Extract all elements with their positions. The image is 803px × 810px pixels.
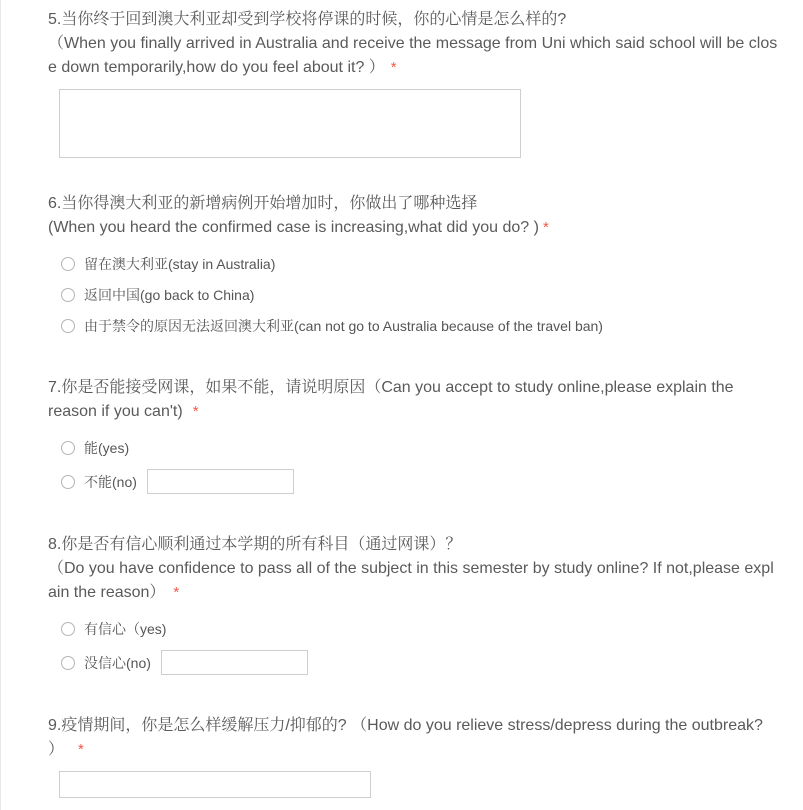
question-5-title-en-2: e down temporarily,how do you feel about it? ） <box>48 59 385 76</box>
question-7-title <box>48 376 783 424</box>
question-6-option-travel-ban[interactable] <box>61 316 603 336</box>
required-mark: * <box>542 219 549 236</box>
question-6-option-stay[interactable] <box>61 254 275 274</box>
question-8-title <box>48 533 783 605</box>
option-label: 不能(no) <box>84 474 137 490</box>
radio-button[interactable] <box>61 288 75 302</box>
required-mark: * <box>192 403 199 420</box>
question-7-title-1: 7.你是否能接受网课，如果不能，请说明原因（Can you accept to study online,please explain the <box>48 379 734 396</box>
option-label: 没信心(no) <box>84 655 151 671</box>
question-7-option-no[interactable] <box>61 472 137 492</box>
question-9-title-1: 9.疫情期间，你是怎么样缓解压力/抑郁的? （How do you relieve stress/depress during the outbreak? <box>48 717 763 734</box>
question-6-title-en: (When you heard the confirmed case is increasing,what did you do? ) <box>48 219 539 236</box>
required-mark: * <box>390 59 397 76</box>
option-label: 由于禁令的原因无法返回澳大利亚(can not go to Australia because of the travel ban) <box>84 318 603 334</box>
question-8-option-yes[interactable] <box>61 619 166 639</box>
question-8-no-reason-input[interactable] <box>161 650 308 675</box>
question-8-title-cn: 8.你是否有信心顺利通过本学期的所有科目（通过网课）？ <box>48 536 462 553</box>
radio-button[interactable] <box>61 656 75 670</box>
question-6-title <box>48 192 783 240</box>
question-7-no-reason-input[interactable] <box>147 469 294 494</box>
question-5-answer-textarea[interactable] <box>59 89 521 158</box>
question-8 <box>48 533 783 605</box>
question-7 <box>48 376 783 424</box>
question-6-title-cn: 6.当你得澳大利亚的新增病例开始增加时，你做出了哪种选择 <box>48 195 478 212</box>
option-label: 留在澳大利亚(stay in Australia) <box>84 256 276 272</box>
question-9-answer-input[interactable] <box>59 771 371 798</box>
question-9-title <box>48 714 783 762</box>
question-7-option-yes[interactable] <box>61 438 129 458</box>
question-8-title-en-2: ain the reason） <box>48 584 166 601</box>
radio-button[interactable] <box>61 622 75 636</box>
question-5-title-cn: 5.当你终于回到澳大利亚却受到学校将停课的时候，你的心情是怎么样的? <box>48 11 567 28</box>
question-5 <box>48 8 783 80</box>
question-6 <box>48 192 783 240</box>
question-7-title-2: reason if you can't) <box>48 403 183 420</box>
question-5-title <box>48 8 783 80</box>
option-label: 有信心（yes) <box>84 621 167 637</box>
question-5-title-en-1: （When you finally arrived in Australia and receive the message from Uni which said school will be clos <box>48 35 778 52</box>
radio-button[interactable] <box>61 319 75 333</box>
required-mark: * <box>78 741 84 758</box>
radio-button[interactable] <box>61 475 75 489</box>
question-9 <box>48 714 783 762</box>
option-label: 能(yes) <box>84 440 130 456</box>
required-mark: * <box>173 584 180 601</box>
option-label: 返回中国(go back to China) <box>84 287 255 303</box>
radio-button[interactable] <box>61 257 75 271</box>
radio-button[interactable] <box>61 441 75 455</box>
question-6-option-go-back[interactable] <box>61 285 254 305</box>
question-8-option-no[interactable] <box>61 653 151 673</box>
question-8-title-en-1: （Do you have confidence to pass all of the subject in this semester by study online? If not,please expl <box>48 560 774 577</box>
question-9-title-2: ） <box>48 741 65 758</box>
